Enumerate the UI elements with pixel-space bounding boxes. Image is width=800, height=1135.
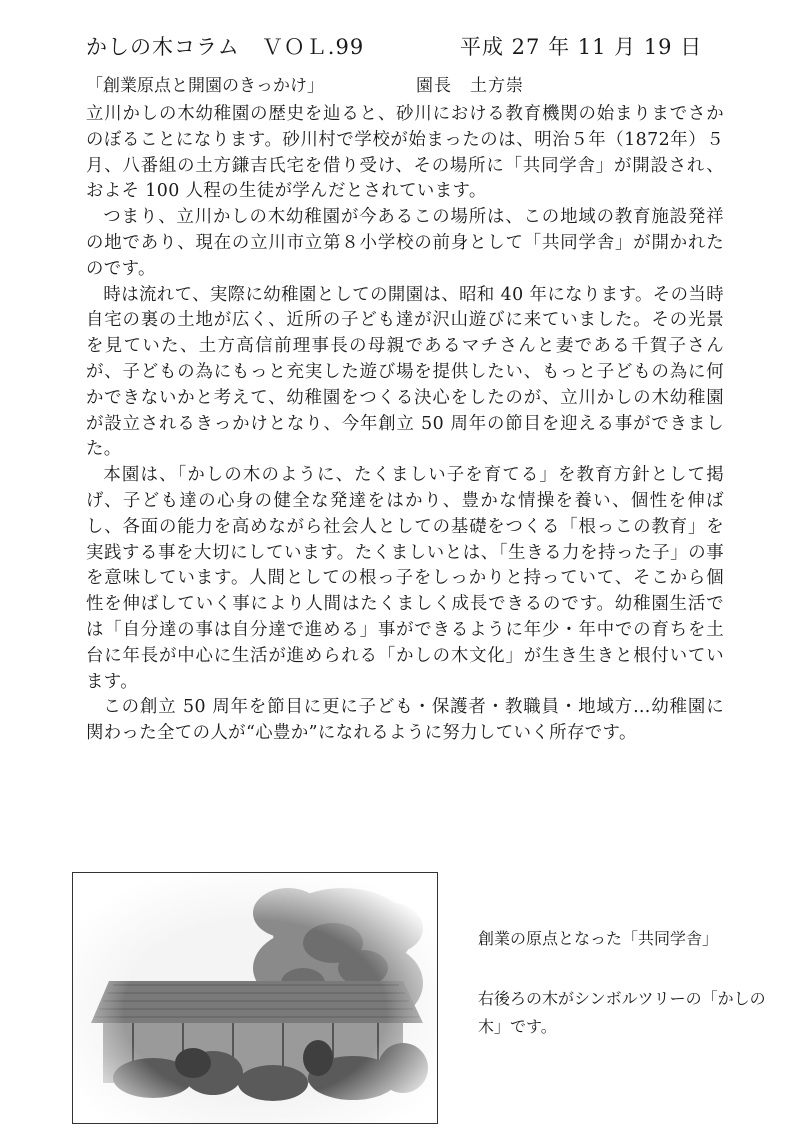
paragraph-3: 時は流れて、実際に幼稚園としての開園は、昭和 40 年になります。その当時自宅の裏の土地が広く、近所の子ども達が沢山遊びに来ていました。その光景を見ていた、土方高信前理事長の母親であるマチさんと妻である千賀子さんが、子どもの為にもっと充実した遊び場を提供したい、もっと子どもの為に何かできないかと考えて、幼稚園をつくる決心をしたのが、立川かしの木幼稚園が設立されるきっかけとなり、今年創立 50 周年の節目を迎える事ができました。 [86, 284, 724, 460]
paragraph-4: 本園は、「かしの木のように、たくましい子を育てる」を教育方針として掲げ、子ども達の心身の健全な発達をはかり、豊かな情操を養い、個性を伸ばし、各面の能力を高めながら社会人としての基礎をつくる「根っこの教育」を実践する事を大切にしています。たくましいとは、「生きる力を持った子」の事を意味しています。人間としての根っ子をしっかりと持っていて、そこから個性を伸ばしていく事により人間はたくましく成長できるのです。幼稚園生活では「自分達の事は自分達で進める」事ができるように年少・年中での育ちを土台に年長が中心に生活が進められる「かしの木文化」が生き生きと根付いています。 [86, 465, 724, 692]
column-header [86, 30, 726, 64]
photo-caption-line-2: 右後ろの木がシンボルツリーの「かしの木」です。 [478, 989, 766, 1036]
article-body [86, 102, 724, 747]
paragraph-1: 立川かしの木幼稚園の歴史を辿ると、砂川における教育機関の始まりまでさかのぼることになります。砂川村で学校が始まったのは、明治５年（1872年）５月、八番組の土方鎌吉氏宅を借り受け、その場所に「共同学舎」が開設され、およそ 100 人程の生徒が学んだとされています。 [86, 104, 724, 202]
article-author: 園長 土方崇 [416, 76, 524, 96]
column-date: 平成 27 年 11 月 19 日 [460, 35, 703, 59]
schoolhouse-and-oak-tree-photo-icon [73, 873, 437, 1123]
paragraph-5: この創立 50 周年を節目に更に子ども・保護者・教職員・地域方…幼稚園に関わった全ての人が“心豊か”になれるように努力していく所存です。 [86, 697, 724, 744]
column-title: かしの木コラム ＶＯＬ.99 [86, 35, 365, 59]
schoolhouse-photo [72, 872, 438, 1124]
paragraph-2: つまり、立川かしの木幼稚園が今あるこの場所は、この地域の教育施設発祥の地であり、現在の立川市立第８小学校の前身として「共同学舎」が開かれたのです。 [86, 207, 724, 279]
article-subheading [86, 72, 726, 100]
article-topic: 「創業原点と開園のきっかけ」 [86, 76, 324, 96]
photo-caption-line-1: 創業の原点となった「共同学舎」 [478, 929, 719, 948]
